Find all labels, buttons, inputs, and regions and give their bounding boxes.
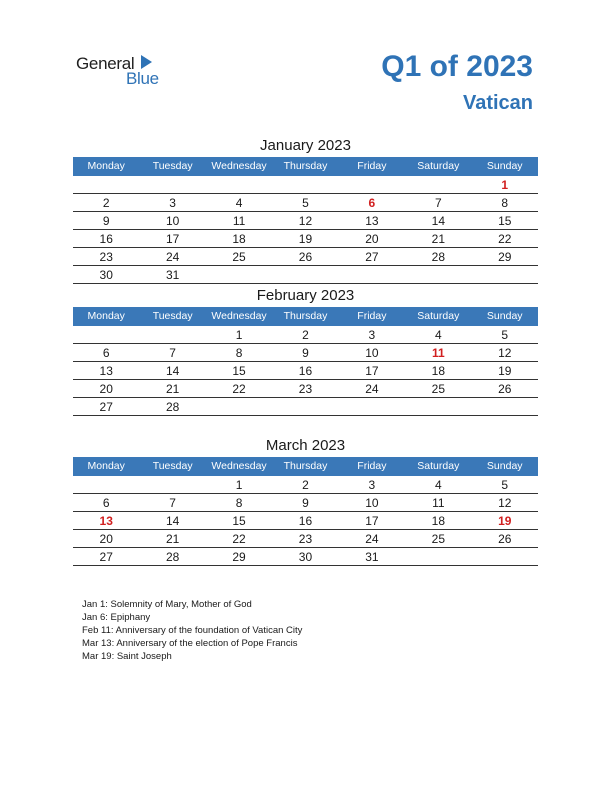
- month-title: February 2023: [256, 287, 355, 304]
- day-cell: 23: [298, 532, 313, 546]
- week-row: [73, 248, 538, 266]
- day-cell: [472, 266, 538, 283]
- day-cell: 22: [232, 532, 246, 546]
- day-cell: 17: [165, 232, 180, 246]
- day-cell: [206, 398, 272, 415]
- week-row: [73, 548, 538, 566]
- day-cell: 23: [298, 382, 313, 396]
- month-title: January 2023: [260, 137, 351, 154]
- day-cell: 14: [165, 364, 180, 378]
- day-cell: 4: [434, 478, 442, 492]
- day-cell: 25: [232, 250, 246, 264]
- day-cell: 12: [498, 496, 512, 510]
- week-row: [73, 530, 538, 548]
- day-cell: [472, 548, 538, 565]
- day-cell: 24: [165, 250, 180, 264]
- day-cell: 10: [365, 346, 379, 360]
- week-row: [73, 266, 538, 284]
- page-subtitle: Vatican: [462, 92, 533, 114]
- holiday-day-cell: 1: [501, 178, 509, 192]
- day-cell: 28: [431, 250, 445, 264]
- holiday-note: Mar 19: Saint Joseph: [82, 651, 172, 662]
- day-cell: 15: [232, 514, 246, 528]
- holiday-note: Jan 6: Epiphany: [82, 612, 151, 623]
- day-cell: 16: [298, 364, 313, 378]
- month-calendar: [73, 435, 538, 566]
- weekday-header: Sunday: [486, 460, 523, 472]
- weekday-header: Sunday: [486, 160, 523, 172]
- day-cell: 4: [434, 328, 442, 342]
- weekday-header: Thursday: [283, 160, 328, 172]
- day-cell: 19: [498, 364, 512, 378]
- holiday-note: Jan 1: Solemnity of Mary, Mother of God: [82, 599, 252, 610]
- day-cell: 7: [169, 496, 176, 510]
- day-cell: 10: [365, 496, 379, 510]
- day-cell: [139, 476, 205, 493]
- holiday-day-cell: 19: [498, 514, 512, 528]
- day-cell: 17: [365, 514, 379, 528]
- day-cell: 3: [368, 478, 376, 492]
- weekday-header: Friday: [357, 310, 387, 322]
- logo-flag-icon: [141, 55, 152, 69]
- holiday-day-cell: 13: [99, 514, 113, 528]
- day-cell: [73, 176, 139, 193]
- weekday-header: Wednesday: [211, 160, 267, 172]
- day-cell: 7: [169, 346, 176, 360]
- day-cell: 18: [431, 364, 445, 378]
- weekday-header: Saturday: [417, 160, 460, 172]
- weekday-header: Wednesday: [211, 460, 267, 472]
- day-cell: 18: [431, 514, 445, 528]
- day-cell: [73, 476, 139, 493]
- day-cell: 14: [431, 214, 445, 228]
- month-title: March 2023: [265, 437, 346, 454]
- day-cell: [73, 326, 139, 343]
- day-cell: 31: [365, 550, 379, 564]
- day-cell: 24: [365, 382, 379, 396]
- day-cell: 10: [165, 214, 180, 228]
- day-cell: 27: [99, 550, 113, 564]
- day-cell: 11: [232, 214, 246, 228]
- holiday-notes: [82, 598, 302, 663]
- day-cell: 17: [365, 364, 379, 378]
- week-row: [73, 476, 538, 494]
- day-cell: 23: [99, 250, 113, 264]
- day-cell: 20: [365, 232, 379, 246]
- day-cell: 29: [498, 250, 512, 264]
- holiday-day-cell: 11: [431, 346, 445, 360]
- weekday-header: Monday: [87, 160, 125, 172]
- day-cell: 18: [232, 232, 246, 246]
- week-row: [73, 494, 538, 512]
- day-cell: 12: [498, 346, 512, 360]
- day-cell: [339, 176, 405, 193]
- day-cell: [139, 326, 205, 343]
- day-cell: 26: [298, 250, 313, 264]
- day-cell: 30: [298, 550, 313, 564]
- day-cell: [206, 176, 272, 193]
- page-title: Q1 of 2023: [381, 50, 533, 83]
- weekday-header: Wednesday: [211, 310, 267, 322]
- day-cell: 4: [235, 196, 243, 210]
- day-cell: 20: [99, 532, 113, 546]
- week-row: [73, 398, 538, 416]
- day-cell: 1: [235, 478, 243, 492]
- day-cell: [339, 398, 405, 415]
- logo: [76, 52, 176, 92]
- day-cell: 1: [235, 328, 243, 342]
- day-cell: 14: [165, 514, 180, 528]
- day-cell: 5: [501, 328, 509, 342]
- day-cell: 29: [232, 550, 246, 564]
- day-cell: [472, 398, 538, 415]
- weekday-header: Tuesday: [152, 160, 193, 172]
- day-cell: 21: [165, 382, 180, 396]
- day-cell: 21: [165, 532, 180, 546]
- weekday-header: Saturday: [417, 460, 460, 472]
- day-cell: [405, 176, 471, 193]
- day-cell: 25: [431, 382, 445, 396]
- day-cell: [339, 266, 405, 283]
- day-cell: [272, 176, 338, 193]
- week-row: [73, 362, 538, 380]
- week-row: [73, 194, 538, 212]
- day-cell: 9: [102, 214, 110, 228]
- day-cell: [405, 398, 471, 415]
- day-cell: 22: [498, 232, 512, 246]
- day-cell: 22: [232, 382, 246, 396]
- day-cell: 13: [99, 364, 113, 378]
- month-calendar: [73, 135, 538, 284]
- weekday-header: Sunday: [486, 310, 523, 322]
- day-cell: 9: [302, 346, 309, 360]
- week-row: [73, 212, 538, 230]
- day-cell: 20: [99, 382, 113, 396]
- day-cell: [272, 398, 338, 415]
- day-cell: 21: [431, 232, 445, 246]
- week-row: [73, 380, 538, 398]
- day-cell: 30: [99, 268, 113, 282]
- weekday-header: Monday: [87, 310, 125, 322]
- day-cell: 8: [235, 346, 243, 360]
- week-row: [73, 344, 538, 362]
- day-cell: [139, 176, 205, 193]
- day-cell: 2: [302, 478, 309, 492]
- day-cell: 31: [165, 268, 180, 282]
- day-cell: [405, 548, 471, 565]
- weekday-header: Friday: [357, 460, 387, 472]
- day-cell: 2: [302, 328, 309, 342]
- day-cell: 13: [365, 214, 379, 228]
- day-cell: 28: [165, 400, 180, 414]
- day-cell: 27: [99, 400, 113, 414]
- week-row: [73, 176, 538, 194]
- day-cell: 8: [501, 196, 509, 210]
- day-cell: 6: [102, 346, 110, 360]
- day-cell: 3: [368, 328, 376, 342]
- logo-blue-text: Blue: [126, 69, 159, 88]
- holiday-note: Feb 11: Anniversary of the foundation of Vatican City: [82, 625, 303, 636]
- day-cell: 5: [302, 196, 309, 210]
- week-row: [73, 512, 538, 530]
- day-cell: 15: [498, 214, 512, 228]
- weekday-header: Monday: [87, 460, 125, 472]
- weekday-header-row: [73, 157, 538, 176]
- weekday-header-row: [73, 457, 538, 476]
- day-cell: [405, 266, 471, 283]
- weekday-header: Saturday: [417, 310, 460, 322]
- day-cell: 2: [102, 196, 110, 210]
- day-cell: 16: [99, 232, 113, 246]
- day-cell: 28: [165, 550, 180, 564]
- day-cell: 9: [302, 496, 309, 510]
- day-cell: 11: [432, 496, 445, 510]
- weekday-header: Thursday: [283, 460, 328, 472]
- week-row: [73, 230, 538, 248]
- day-cell: 27: [365, 250, 379, 264]
- day-cell: [206, 266, 272, 283]
- weekday-header: Tuesday: [152, 460, 193, 472]
- day-cell: 26: [498, 532, 512, 546]
- logo-general-text: General: [76, 54, 135, 73]
- day-cell: 26: [498, 382, 512, 396]
- weekday-header: Thursday: [283, 310, 328, 322]
- day-cell: 16: [298, 514, 313, 528]
- holiday-day-cell: 6: [368, 196, 376, 210]
- day-cell: 19: [298, 232, 313, 246]
- day-cell: 3: [169, 196, 176, 210]
- week-row: [73, 326, 538, 344]
- day-cell: 24: [365, 532, 379, 546]
- weekday-header: Tuesday: [152, 310, 193, 322]
- day-cell: 8: [235, 496, 243, 510]
- weekday-header-row: [73, 307, 538, 326]
- day-cell: [272, 266, 338, 283]
- day-cell: 15: [232, 364, 246, 378]
- day-cell: 12: [298, 214, 313, 228]
- holiday-note: Mar 13: Anniversary of the election of Pope Francis: [82, 638, 298, 649]
- day-cell: 25: [431, 532, 445, 546]
- day-cell: 7: [434, 196, 442, 210]
- weekday-header: Friday: [357, 160, 387, 172]
- day-cell: 5: [501, 478, 509, 492]
- day-cell: 6: [102, 496, 110, 510]
- month-calendar: [73, 285, 538, 416]
